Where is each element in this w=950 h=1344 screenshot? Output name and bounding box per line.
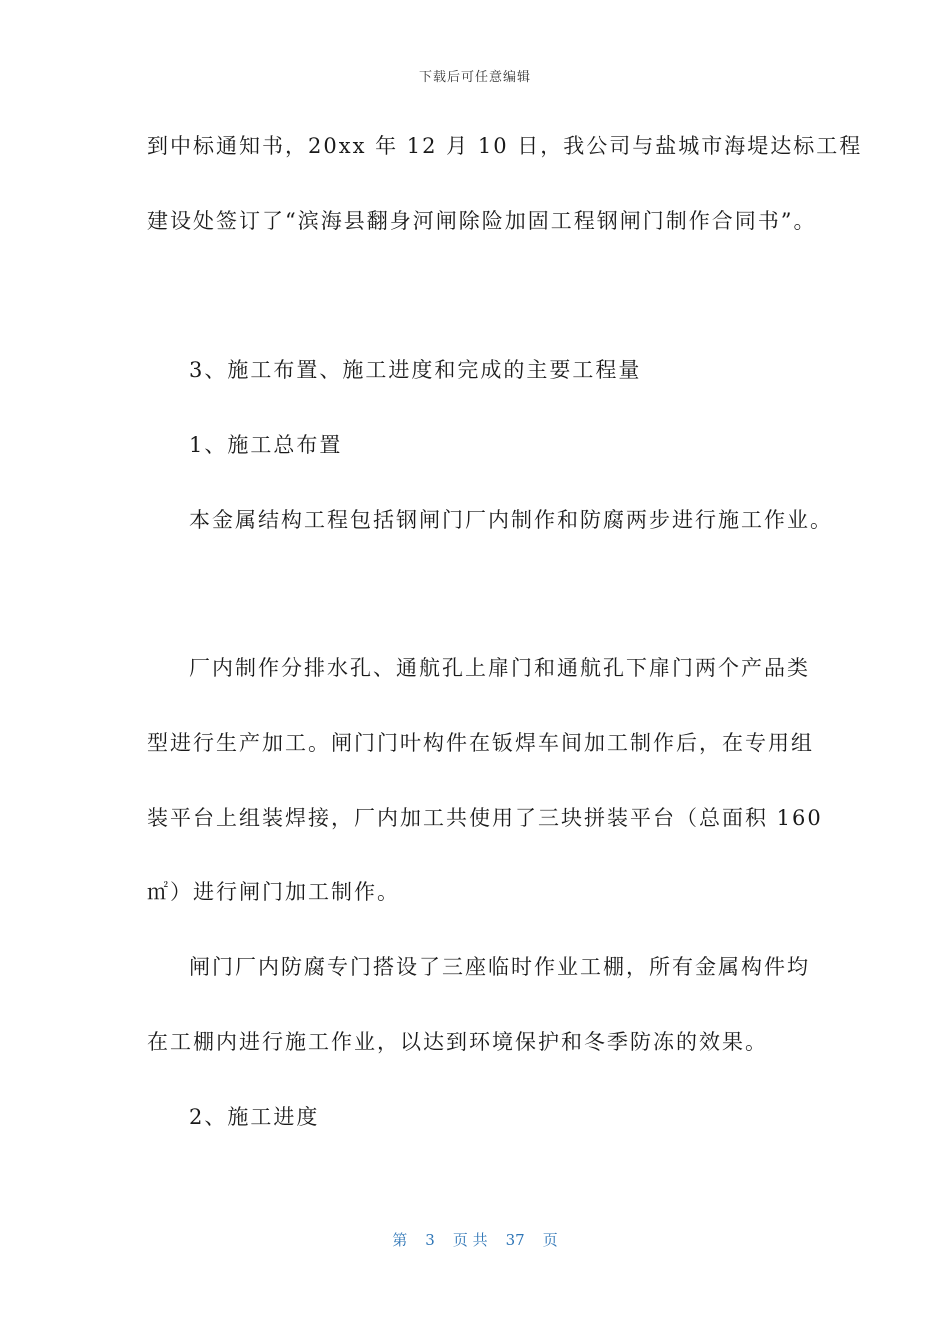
page-mid: 页 共 (452, 1231, 488, 1249)
page-prefix: 第 (392, 1231, 408, 1249)
paragraph-line: 厂内制作分排水孔、通航孔上扉门和通航孔下扉门两个产品类 (189, 656, 810, 680)
paragraph-line: 闸门厂内防腐专门搭设了三座临时作业工棚，所有金属构件均 (189, 955, 810, 979)
paragraph-line: 本金属结构工程包括钢闸门厂内制作和防腐两步进行施工作业。 (189, 508, 833, 532)
subsection-heading: 1、施工总布置 (189, 433, 343, 457)
paragraph-line: 建设处签订了“滨海县翻身河闸除险加固工程钢闸门制作合同书”。 (147, 209, 817, 233)
section-heading: 3、施工布置、施工进度和完成的主要工程量 (189, 358, 642, 382)
header-note: 下载后可任意编辑 (418, 70, 531, 85)
page-suffix: 页 (542, 1231, 558, 1249)
paragraph-line: 到中标通知书，20xx 年 12 月 10 日，我公司与盐城市海堤达标工程 (147, 134, 863, 158)
paragraph-line: ㎡）进行闸门加工制作。 (147, 880, 400, 904)
page-current: 3 (425, 1231, 435, 1249)
page-total: 37 (505, 1231, 525, 1249)
paragraph-line: 在工棚内进行施工作业，以达到环境保护和冬季防冻的效果。 (147, 1030, 768, 1054)
paragraph-line: 型进行生产加工。闸门门叶构件在钣焊车间加工制作后，在专用组 (147, 731, 814, 755)
subsection-heading: 2、施工进度 (189, 1105, 320, 1129)
page-footer (0, 1229, 950, 1250)
paragraph-line: 装平台上组装焊接，厂内加工共使用了三块拼装平台（总面积 160 (147, 806, 823, 830)
